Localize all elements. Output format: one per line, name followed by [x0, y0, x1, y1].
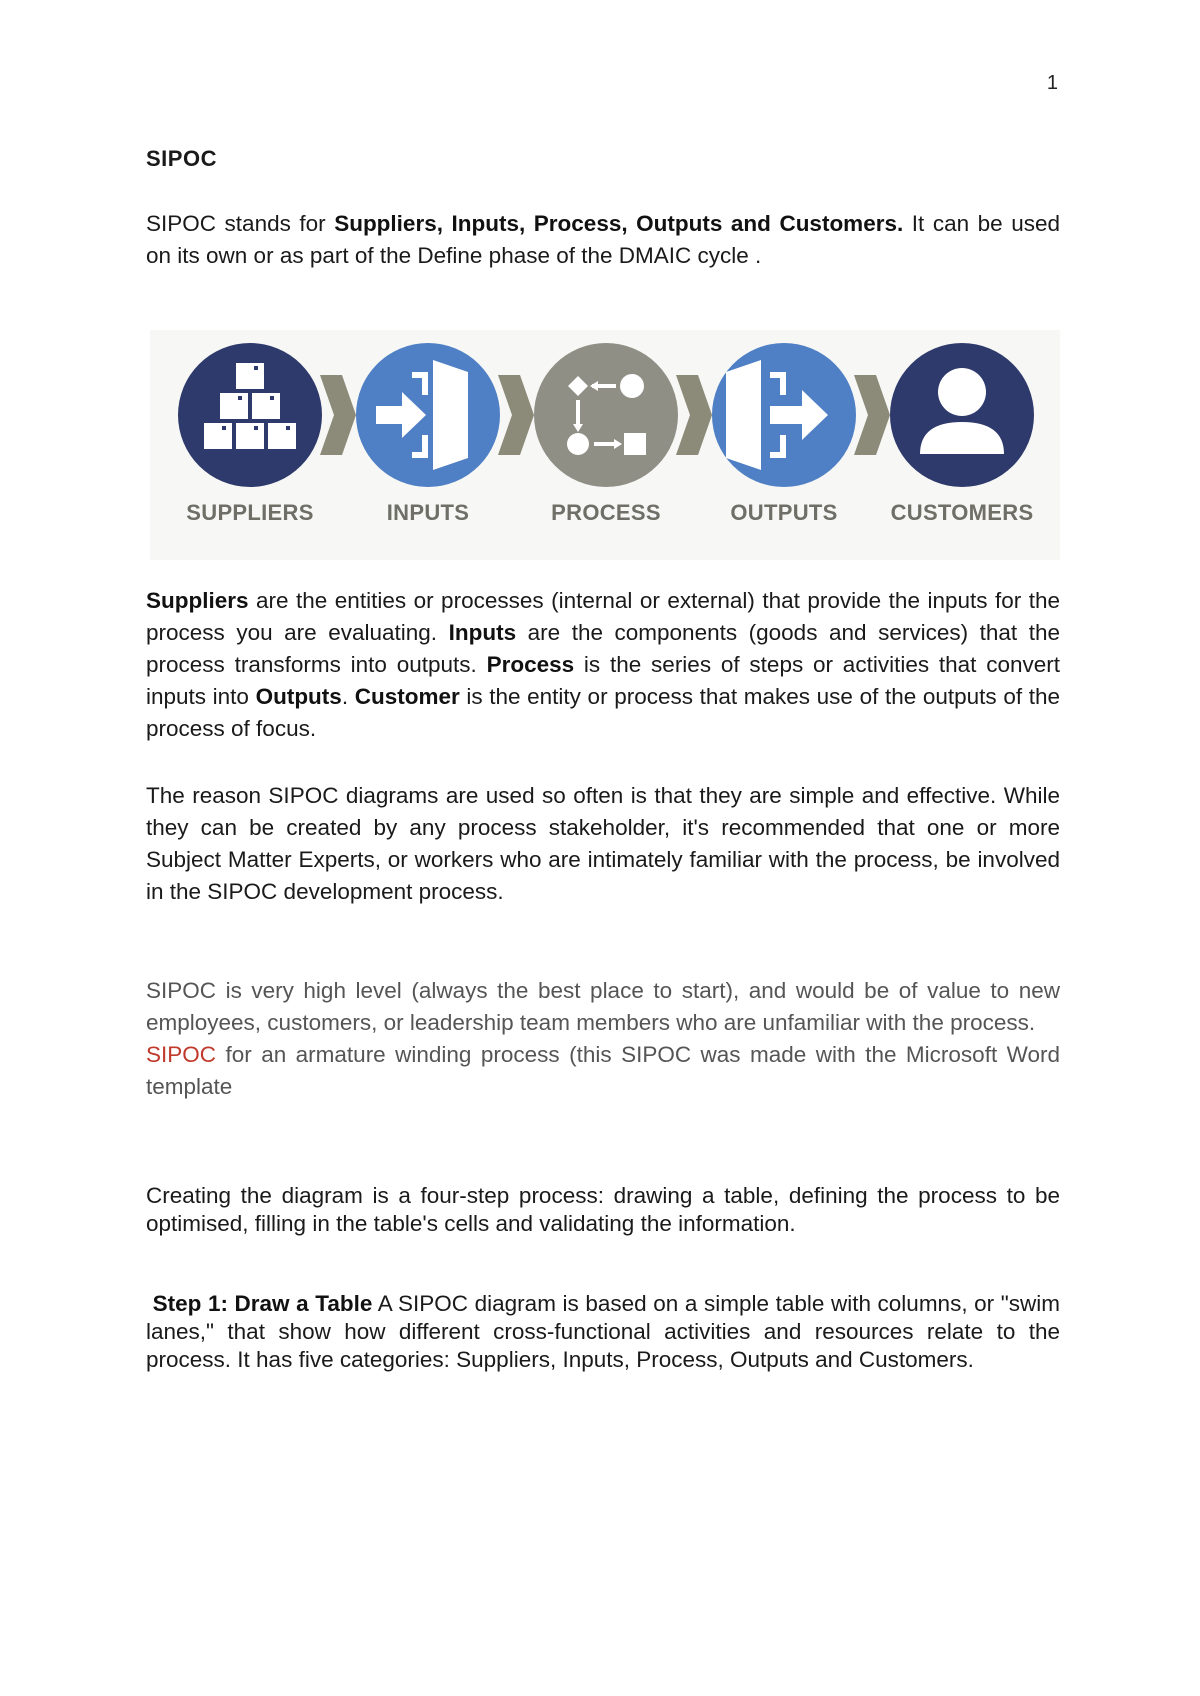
step1-text: A SIPOC diagram is based on a simple table with columns, or "swim lanes," that show how different cross-functional activities and resources relate to the process. It has five categories: Suppliers, Inputs, Process, Outputs and Customers. [146, 1291, 1060, 1372]
flowchart-icon [534, 343, 678, 487]
creating-paragraph: Creating the diagram is a four-step process: drawing a table, defining the process to be optimised, filling in the table's cells and validating the information. [146, 1183, 1060, 1236]
chevron-right-icon [854, 375, 890, 455]
reason-paragraph: The reason SIPOC diagrams are used so often is that they are simple and effective. While they can be created by any process stakeholder, it's recommended that one or more Subject Matter Experts, or workers who are intimately familiar with the process, be involved in the SIPOC development process. [146, 783, 1060, 904]
inputs-definition: are the components (goods and services) that the process transforms into outputs. [146, 620, 1060, 677]
stage-label-process: PROCESS [551, 500, 661, 525]
sipoc-link[interactable]: SIPOC [146, 1042, 217, 1067]
step1-paragraph [146, 1290, 1060, 1374]
stage-label-suppliers: SUPPLIERS [186, 500, 314, 525]
process-term: Process [486, 652, 575, 677]
arrow-into-door-icon [356, 343, 500, 487]
chevron-right-icon [320, 375, 356, 455]
process-definition: is the series of steps or activities that convert inputs into [146, 652, 1060, 709]
page-title: SIPOC [146, 146, 217, 171]
sipoc-diagram [150, 330, 1060, 560]
chevron-right-icon [498, 375, 534, 455]
arrow-out-of-door-icon [712, 343, 856, 487]
outputs-term: Outputs [255, 684, 342, 709]
suppliers-definition: are the entities or processes (internal or external) that provide the inputs for the process you are evaluating. [146, 588, 1060, 645]
figure-caption-text: for an armature winding process (this SIPOC was made with the Microsoft Word template [146, 1042, 1060, 1099]
intro-text-end: It can be used on its own or as part of the Define phase of the DMAIC cycle . [146, 211, 1060, 268]
outputs-definition: . [341, 684, 355, 709]
boxes-pyramid-icon [178, 343, 322, 487]
definitions-paragraph [146, 585, 1060, 745]
level-text: SIPOC is very high level (always the best place to start), and would be of value to new employees, customers, or leadership team members who are unfamiliar with the process. [146, 978, 1060, 1035]
chevron-right-icon [676, 375, 712, 455]
stage-label-outputs: OUTPUTS [730, 500, 838, 525]
level-paragraph [146, 975, 1060, 1103]
customer-term: Customer [354, 684, 460, 709]
inputs-term: Inputs [448, 620, 517, 645]
intro-text: SIPOC stands for [146, 211, 335, 236]
stage-label-inputs: INPUTS [386, 500, 470, 525]
page-number: 1 [1046, 72, 1058, 94]
step1-heading: Step 1: Draw a Table [152, 1291, 373, 1316]
suppliers-term: Suppliers [146, 588, 249, 613]
customer-definition: is the entity or process that makes use of the outputs of the process of focus. [146, 684, 1060, 741]
intro-bold-text: Suppliers, Inputs, Process, Outputs and Customers. [334, 211, 904, 236]
stage-label-customers: CUSTOMERS [890, 500, 1034, 525]
person-icon [890, 343, 1034, 487]
intro-paragraph [146, 208, 1060, 272]
